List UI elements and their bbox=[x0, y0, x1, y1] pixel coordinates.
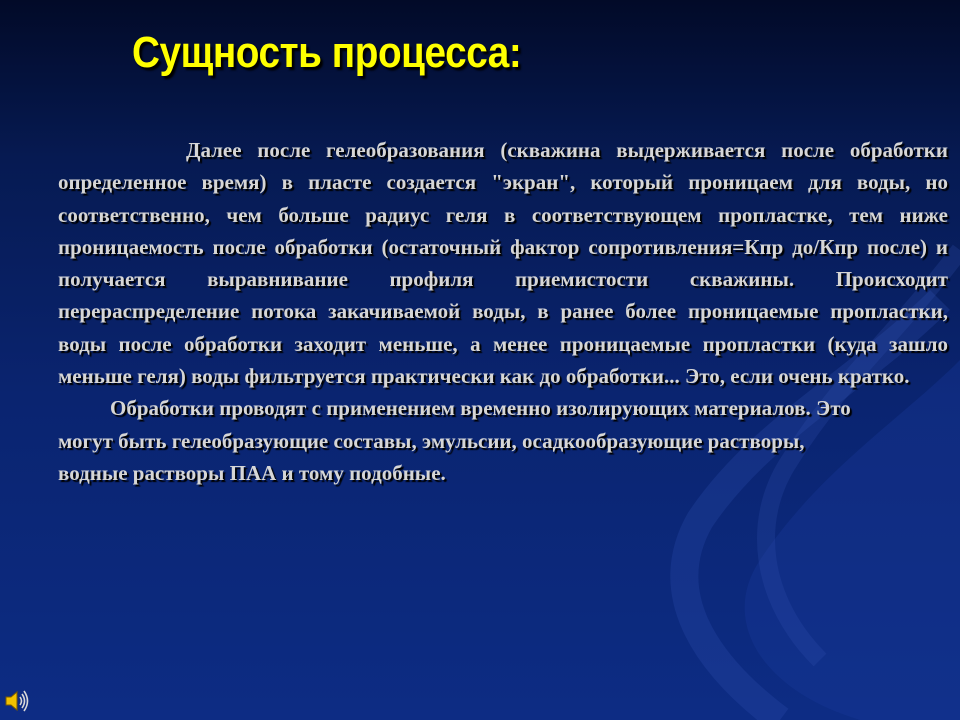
speaker-icon[interactable] bbox=[2, 686, 32, 716]
body-paragraph-2: Обработки проводят с применением временно изолирующих материалов. Это могут быть гелеобразующие составы, эмульсии, осадкообразующие растворы, водные растворы ПАА и тому подобные. bbox=[58, 396, 851, 485]
slide-body bbox=[58, 134, 948, 489]
slide-title: Сущность процесса: bbox=[132, 28, 522, 77]
body-paragraph-1: Далее после гелеобразования (скважина выдерживается после обработки определенное время) в пласте создается "экран", который проницаем для воды, но соответственно, чем больше радиус геля в соответствующем пропластке, тем ниже проницаемость после обработки (остаточный фактор сопротивления=Кпр до/Кпр после) и получается выравнивание профиля приемистости скважины. Происходит перераспределение потока закачиваемой воды, в ранее более проницаемые пропластки, воды после обработки заходит меньше, а менее проницаемые пропластки (куда зашло меньше геля) воды фильтруется практически как до обработки... Это, если очень кратко. bbox=[58, 138, 948, 389]
